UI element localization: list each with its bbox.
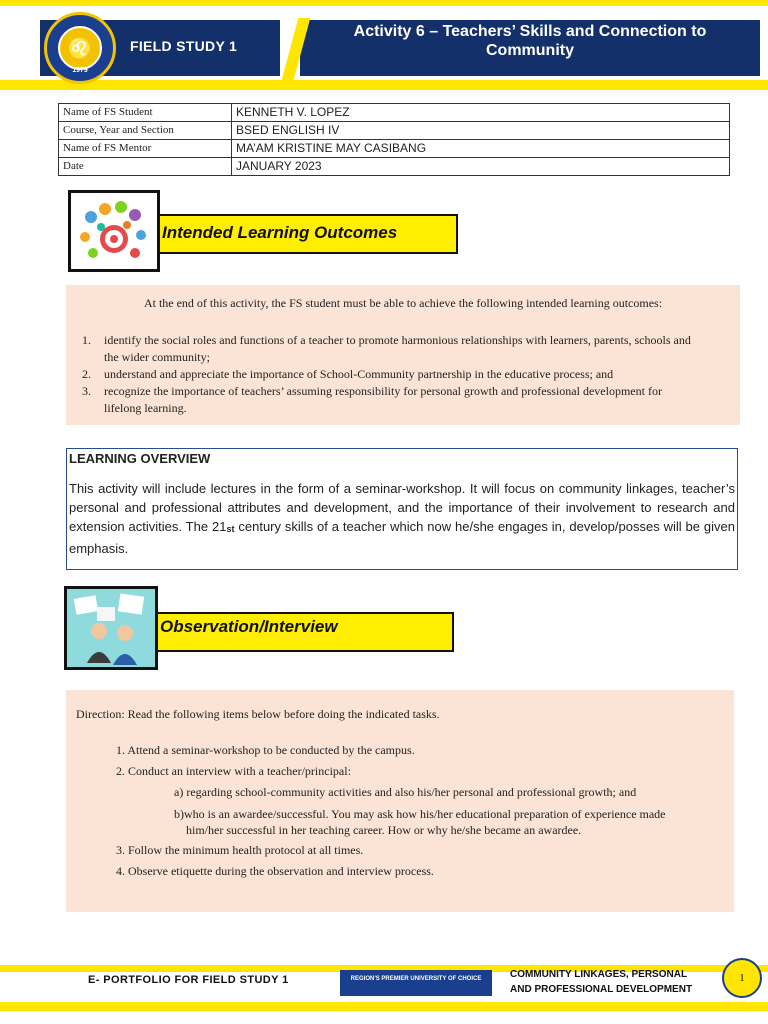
activity-title: Activity 6 – Teachers’ Skills and Connection to Community <box>353 23 707 59</box>
info-label: Name of FS Student <box>59 104 232 122</box>
list-item <box>82 332 692 366</box>
interview-people-icon <box>67 589 155 667</box>
footer-right-line1: COMMUNITY LINKAGES, PERSONAL <box>510 969 688 980</box>
footer-right-text <box>510 967 710 997</box>
info-value: BSED ENGLISH IV <box>232 122 730 140</box>
list-item: 2. Conduct an interview with a teacher/principal: <box>116 764 351 778</box>
student-info-table <box>58 103 730 176</box>
header-top-stripe <box>0 0 768 6</box>
info-label: Date <box>59 158 232 176</box>
page-number <box>722 958 762 998</box>
info-value: MA’AM KRISTINE MAY CASIBANG <box>232 140 730 158</box>
footer-left-text: E- PORTFOLIO FOR FIELD STUDY 1 <box>88 974 289 986</box>
list-item: 1. Attend a seminar-workshop to be conducted by the campus. <box>116 743 415 757</box>
info-label: Name of FS Mentor <box>59 140 232 158</box>
overview-text: This activity will include lectures in the form of a seminar-workshop. It will focus on community linkages, teacher’s personal and professional attributes and development, and the importance of their involvement to research and extension activities. The 21 <box>69 481 735 534</box>
footer-badge-text: REGION'S PREMIER UNIVERSITY OF CHOICE <box>350 976 482 982</box>
table-row <box>59 158 730 176</box>
item-number: 2. <box>82 367 91 381</box>
item-text: identify the social roles and functions of a teacher to promote harmonious relationships with learners, parents, schools and the wider community; <box>104 333 691 364</box>
list-item <box>82 383 692 417</box>
field-study-label: FIELD STUDY 1 <box>130 38 238 54</box>
observation-title: Observation/Interview <box>160 617 338 636</box>
table-row <box>59 122 730 140</box>
item-number: 3. <box>82 384 91 398</box>
info-value: JANUARY 2023 <box>232 158 730 176</box>
target-cluster-icon <box>71 193 157 269</box>
ilo-list <box>82 332 692 417</box>
ilo-title: Intended Learning Outcomes <box>162 223 398 242</box>
lion-icon: ♌ <box>58 26 102 70</box>
learning-outcomes-icon <box>68 190 160 272</box>
list-item: 3. Follow the minimum health protocol at all times. <box>116 843 364 857</box>
observation-icon <box>64 586 158 670</box>
footer-right-line2: AND PROFESSIONAL DEVELOPMENT <box>510 984 693 995</box>
header-bottom-stripe <box>0 80 768 90</box>
sub-item-a: a) regarding school-community activities and also his/her personal and professional growth; and <box>174 785 637 799</box>
info-value: KENNETH V. LOPEZ <box>232 104 730 122</box>
overview-text-cont: century skills of a teacher which now he/she engages in, develop/posses will be given emphasis. <box>69 519 735 556</box>
list-item <box>82 366 692 383</box>
table-row <box>59 140 730 158</box>
ilo-panel <box>66 285 740 425</box>
table-row <box>59 104 730 122</box>
sub-item-b-line2: him/her successful in her teaching career. How or why he/she became an awardee. <box>186 823 582 837</box>
info-label: Course, Year and Section <box>59 122 232 140</box>
overview-body <box>69 479 735 558</box>
seal-year: 1979 <box>72 67 88 74</box>
sub-item-b-line1: b)who is an awardee/successful. You may ask how his/her educational preparation of experience made <box>174 807 666 821</box>
overview-superscript: st <box>226 524 235 534</box>
university-seal-icon <box>44 12 116 84</box>
task-list <box>116 740 716 882</box>
overview-title: LEARNING OVERVIEW <box>69 451 211 466</box>
observation-title-bar <box>148 612 454 652</box>
ilo-intro: At the end of this activity, the FS student must be able to achieve the following intended learning outcomes: <box>143 296 663 310</box>
item-number: 1. <box>82 333 91 347</box>
footer-badge <box>340 970 492 996</box>
learning-overview-box <box>66 448 738 570</box>
list-item: 4. Observe etiquette during the observation and interview process. <box>116 864 434 878</box>
item-text: understand and appreciate the importance of School-Community partnership in the educative process; and <box>104 367 614 381</box>
ilo-title-bar <box>150 214 458 254</box>
sub-item-b <box>116 806 716 838</box>
page-number-text: 1 <box>739 972 745 984</box>
direction-text: Direction: Read the following items below before doing the indicated tasks. <box>76 707 440 721</box>
direction-panel <box>66 690 734 912</box>
item-text: recognize the importance of teachers’ assuming responsibility for personal growth and professional development for lifelong learning. <box>104 384 662 415</box>
